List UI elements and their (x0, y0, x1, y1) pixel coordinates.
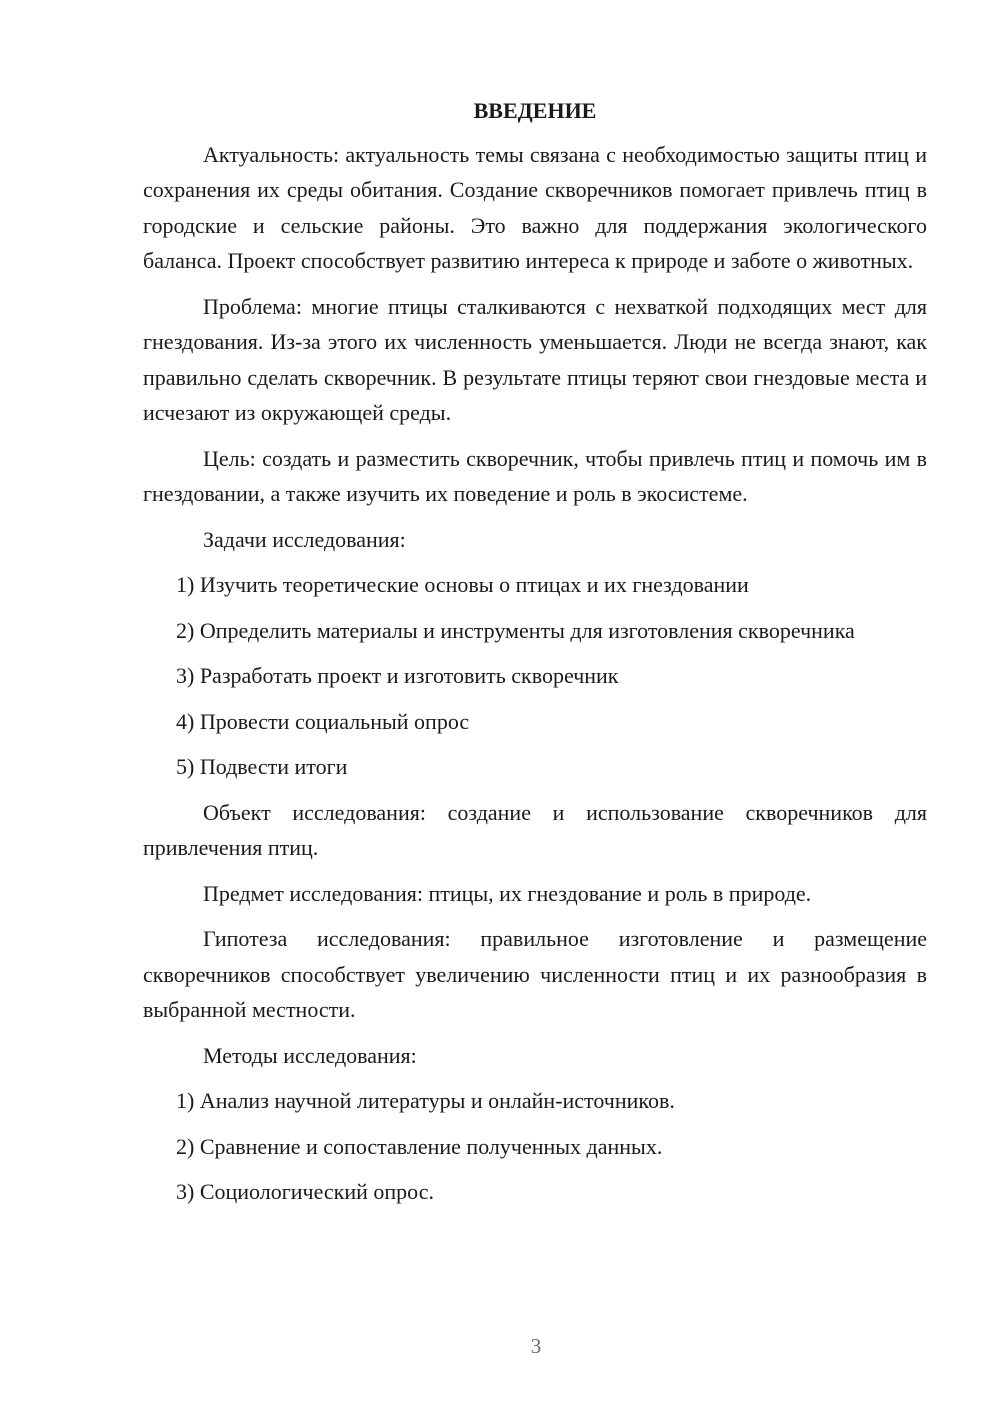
tasks-heading: Задачи исследования: (203, 526, 406, 552)
task-item: 3) Разработать проект и изготовить скворечник (176, 663, 619, 688)
method-item: 3) Социологический опрос. (176, 1179, 434, 1204)
task-item: 5) Подвести итоги (176, 754, 348, 779)
subject-paragraph: Предмет исследования: птицы, их гнездование и роль в природе. (203, 880, 812, 906)
hypothesis-paragraph: Гипотеза исследования: правильное изготовление и размещение скворечников способствует увеличению численности птиц и их разнообразия в выбранной местности. (143, 926, 927, 1022)
method-item: 2) Сравнение и сопоставление полученных данных. (176, 1133, 663, 1159)
page-title: ВВЕДЕНИЕ (473, 98, 597, 123)
task-item: 4) Провести социальный опрос (176, 708, 470, 734)
task-item: 1) Изучить теоретические основы о птицах и их гнездовании (176, 572, 749, 597)
methods-heading: Методы исследования: (203, 1042, 417, 1068)
goal-paragraph: Цель: создать и разместить скворечник, чтобы привлечь птиц и помочь им в гнездовании, а также изучить их поведение и роль в экосистеме. (143, 445, 927, 506)
page-content (143, 93, 927, 1220)
task-item: 2) Определить материалы и инструменты для изготовления скворечника (176, 617, 855, 643)
object-paragraph: Объект исследования: создание и использование скворечников для привлечения птиц. (143, 799, 927, 860)
relevance-paragraph: Актуальность: актуальность темы связана с необходимостью защиты птиц и сохранения их среды обитания. Создание скворечников помогает привлечь птиц в городские и сельские районы. Это важно для поддержания экологического баланса. Проект способствует развитию интереса к природе и заботе о животных. (143, 141, 927, 273)
method-item: 1) Анализ научной литературы и онлайн-источников. (176, 1088, 675, 1113)
page-number: 3 (530, 1334, 542, 1358)
problem-paragraph: Проблема: многие птицы сталкиваются с нехваткой подходящих мест для гнездования. Из-за этого их численность уменьшается. Люди не всегда знают, как правильно сделать скворечник. В результате птицы теряют свои гнездовые места и исчезают из окружающей среды. (143, 293, 927, 425)
